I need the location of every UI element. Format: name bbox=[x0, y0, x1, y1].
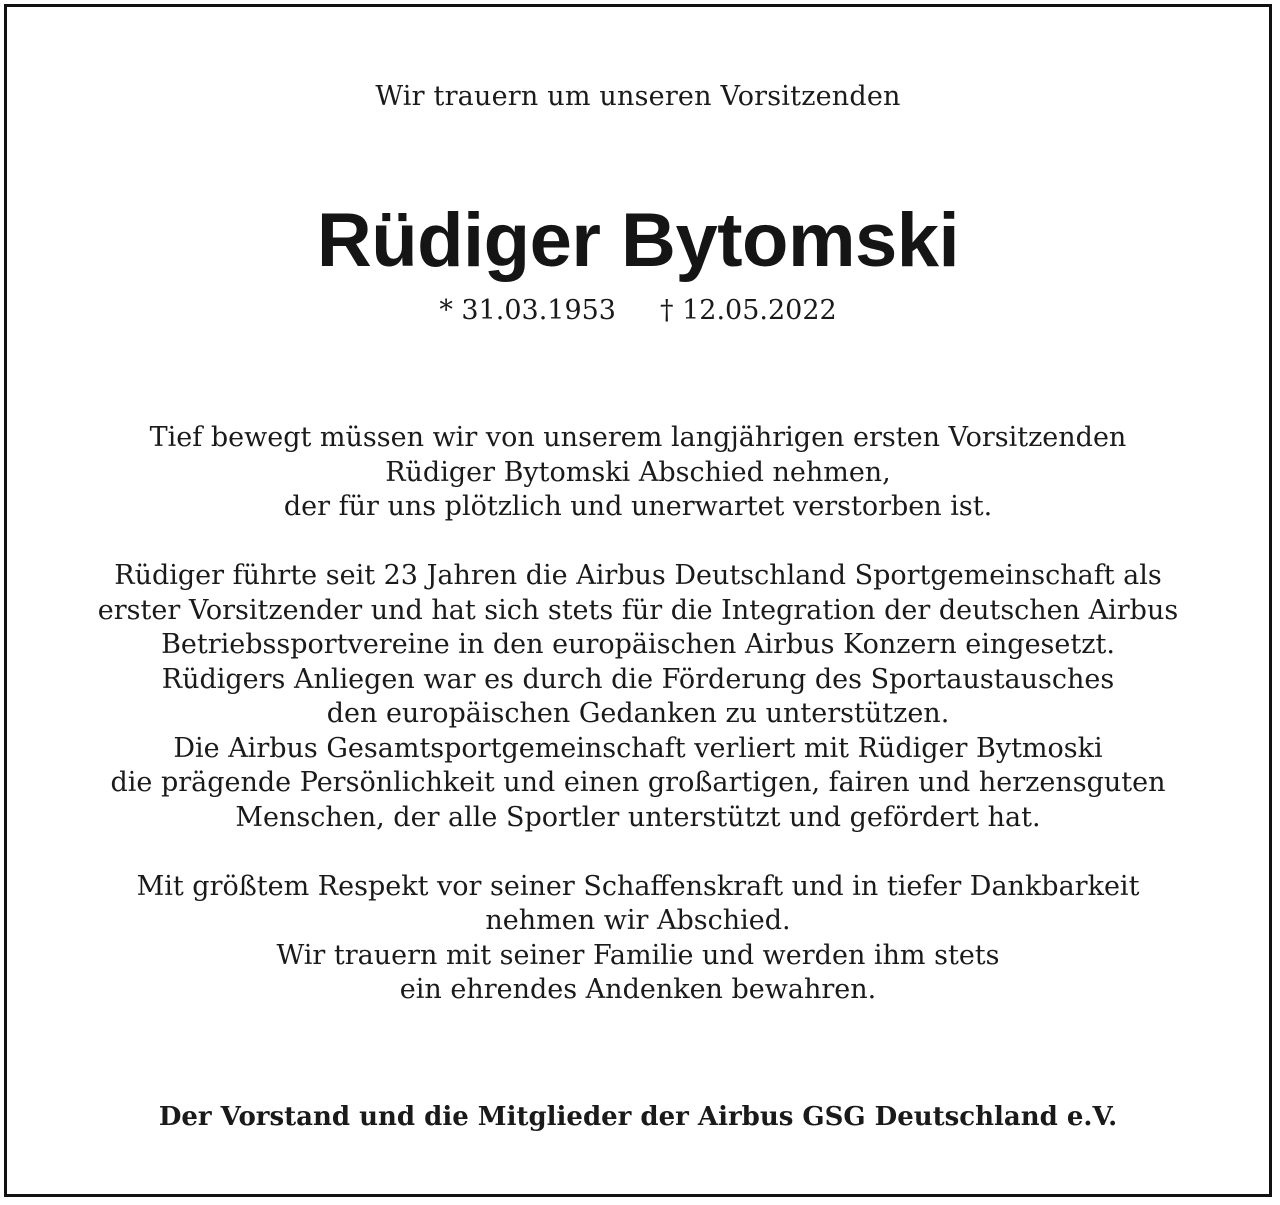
obituary-notice bbox=[4, 4, 1272, 1197]
deceased-name: Rüdiger Bytomski bbox=[316, 198, 960, 283]
text-line: Rüdiger Bytomski Abschied nehmen, bbox=[385, 456, 891, 488]
obituary-body bbox=[7, 421, 1269, 1042]
birth-date: * 31.03.1953 bbox=[439, 295, 616, 326]
paragraph-farewell bbox=[7, 421, 1269, 525]
text-line: den europäischen Gedanken zu unterstützen. bbox=[326, 698, 950, 729]
text-line: Rüdiger führte seit 23 Jahren die Airbus Deutschland Sportgemeinschaft als bbox=[114, 560, 1162, 591]
paragraph-respect bbox=[7, 870, 1269, 1008]
text-line: der für uns plötzlich und unerwartet verstorben ist. bbox=[283, 491, 993, 522]
text-line: Die Airbus Gesamtsportgemeinschaft verliert mit Rüdiger Bytmoski bbox=[173, 732, 1103, 764]
text-line: ein ehrendes Andenken bewahren. bbox=[399, 974, 877, 1005]
text-line: die prägende Persönlichkeit und einen großartigen, fairen und herzensguten bbox=[110, 767, 1166, 798]
text-line: nehmen wir Abschied. bbox=[485, 905, 791, 936]
life-dates bbox=[7, 293, 1269, 329]
text-line: Betriebssportvereine in den europäischen Airbus Konzern eingesetzt. bbox=[161, 629, 1115, 660]
intro-line: Wir trauern um unseren Vorsitzenden bbox=[375, 81, 901, 112]
text-line: erster Vorsitzender und hat sich stets für die Integration der deutschen Airbus bbox=[97, 594, 1179, 626]
text-line: Mit größtem Respekt vor seiner Schaffenskraft und in tiefer Dankbarkeit bbox=[136, 870, 1140, 902]
signature-line: Der Vorstand und die Mitglieder der Airbus GSG Deutschland e.V. bbox=[158, 1102, 1118, 1132]
text-line: Rüdigers Anliegen war es durch die Förderung des Sportaustausches bbox=[161, 663, 1115, 695]
paragraph-tribute bbox=[7, 559, 1269, 835]
text-line: Tief bewegt müssen wir von unserem langjährigen ersten Vorsitzenden bbox=[149, 422, 1127, 453]
text-line: Wir trauern mit seiner Familie und werden ihm stets bbox=[276, 939, 1000, 971]
text-line: Menschen, der alle Sportler unterstützt und gefördert hat. bbox=[235, 801, 1041, 833]
death-date: † 12.05.2022 bbox=[660, 295, 837, 326]
